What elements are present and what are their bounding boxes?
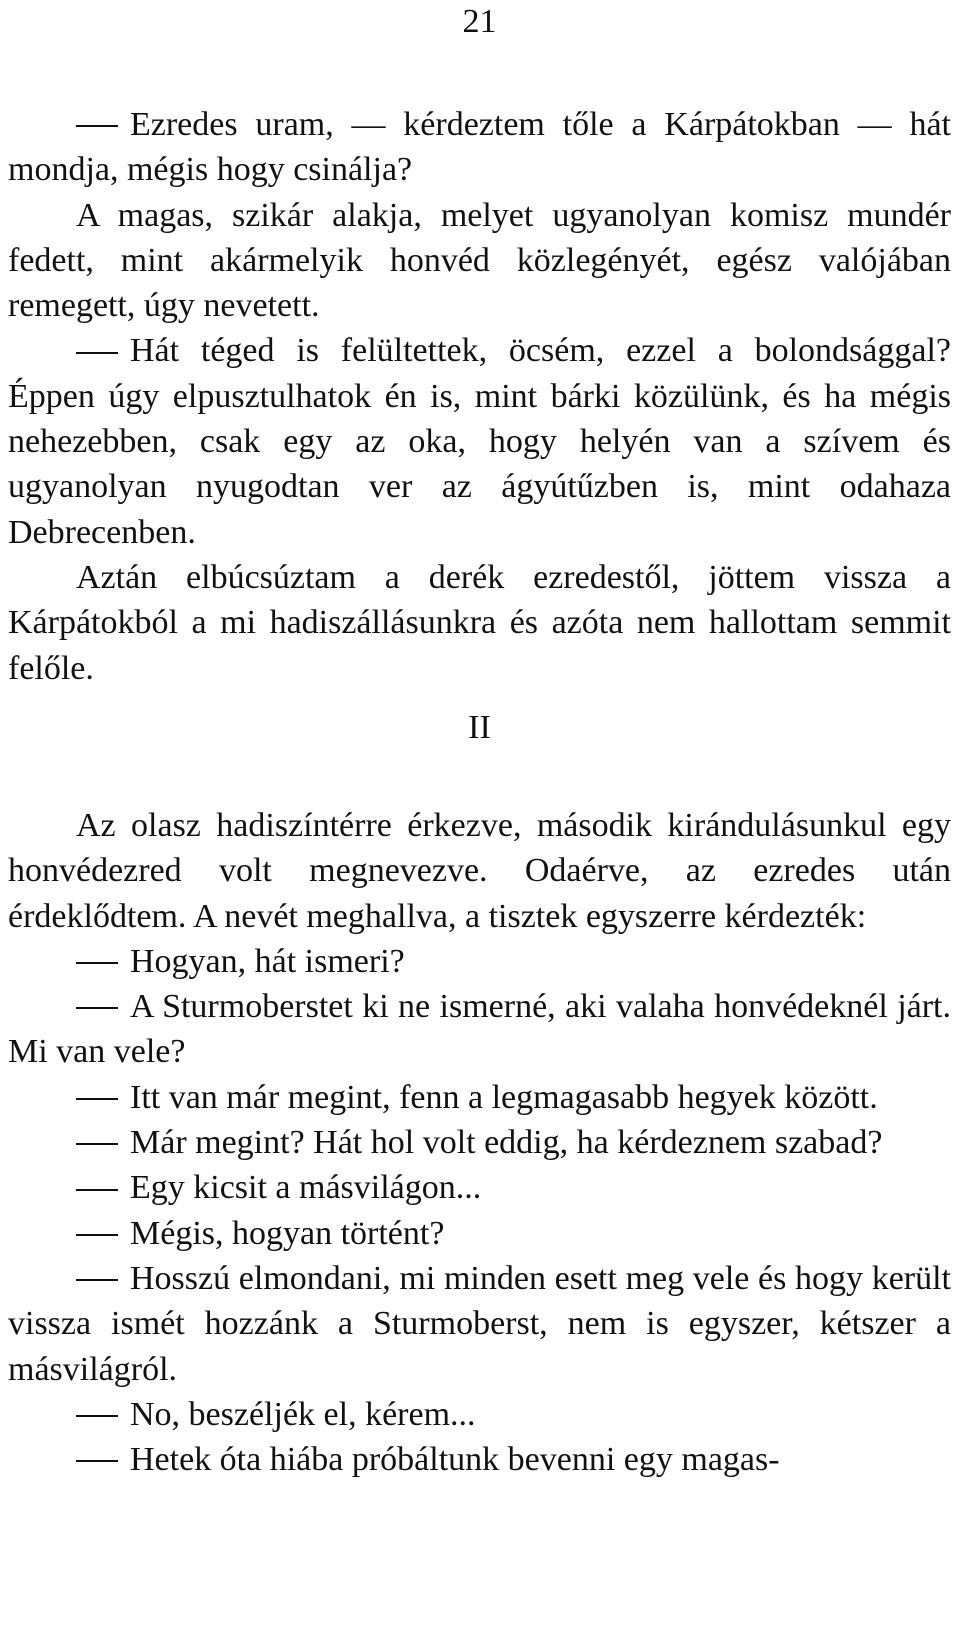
paragraph [8, 939, 951, 984]
em-dash [76, 125, 118, 127]
paragraph-text: No, beszéljék el, kérem... [130, 1395, 476, 1433]
paragraph [8, 1075, 951, 1120]
paragraph-text: Ezredes uram, — kérdeztem tőle a Kárpátokban — hát mondja, mégis hogy csinálja? [8, 106, 951, 189]
paragraph-text: Itt van már megint, fenn a legmagasabb hegyek között. [130, 1078, 878, 1116]
em-dash [76, 1007, 118, 1009]
em-dash [76, 1279, 118, 1281]
em-dash [76, 1098, 118, 1100]
em-dash [76, 1415, 118, 1417]
paragraph-text: Hogyan, hát ismeri? [130, 942, 405, 980]
paragraph-text: Egy kicsit a másvilágon... [130, 1169, 482, 1207]
em-dash [76, 1143, 118, 1145]
paragraph-text: Mégis, hogyan történt? [130, 1214, 445, 1252]
paragraph [8, 1165, 951, 1210]
paragraph [8, 984, 951, 1075]
section-number: II [468, 709, 491, 746]
paragraph [8, 1392, 951, 1437]
paragraph: A magas, szikár alakja, melyet ugyanolyan komisz mundér fedett, mint akármelyik honvéd közlegényét, egész valójában remegett, úgy nevetett. [8, 196, 951, 325]
em-dash [76, 962, 118, 964]
em-dash [76, 352, 118, 354]
paragraph: Aztán elbúcsúztam a derék ezredestől, jöttem vissza a Kárpátokból a mi hadiszállásunkra és azóta nem hallottam semmit felőle. [8, 558, 951, 687]
em-dash [76, 1189, 118, 1191]
paragraph-text: Hosszú elmondani, mi minden esett meg vele és hogy került vissza ismét hozzánk a Sturmoberst, nem is egyszer, kétszer a másvilágról. [8, 1259, 951, 1388]
paragraph-text: Már megint? Hát hol volt eddig, ha kérdeznem szabad? [130, 1124, 883, 1162]
paragraph [8, 102, 951, 193]
book-page [8, 0, 951, 1635]
paragraph-text: Hát téged is felültettek, öcsém, ezzel a bolondsággal? Éppen úgy elpusztulhatok én is, mint bárki közülünk, és ha mégis nehezebben, csak egy az oka, hogy helyén van a szívem és ugyanolyan nyugodtan ver az ágyútűzben is, mint odahaza Debrecenben. [8, 332, 951, 551]
paragraph-text: A Sturmoberstet ki ne ismerné, aki valaha honvédeknél járt. Mi van vele? [8, 988, 951, 1071]
paragraph [8, 1256, 951, 1392]
em-dash [76, 1234, 118, 1236]
paragraph [8, 1211, 951, 1256]
paragraph: Az olasz hadiszíntérre érkezve, második kirándulásunkul egy honvédezred volt megnevezve. Odaérve, az ezredes után érdeklődtem. A nevét meghallva, a tisztek egyszerre kérdezték: [8, 807, 951, 935]
paragraph-text: Hetek óta hiába próbáltunk bevenni egy magas- [130, 1441, 780, 1479]
paragraph [8, 328, 951, 554]
paragraph [8, 1437, 951, 1482]
text-block-2 [8, 803, 951, 1482]
paragraph [8, 1120, 951, 1165]
em-dash [76, 1460, 118, 1462]
text-block-1 [8, 102, 951, 691]
page-number: 21 [462, 3, 497, 40]
